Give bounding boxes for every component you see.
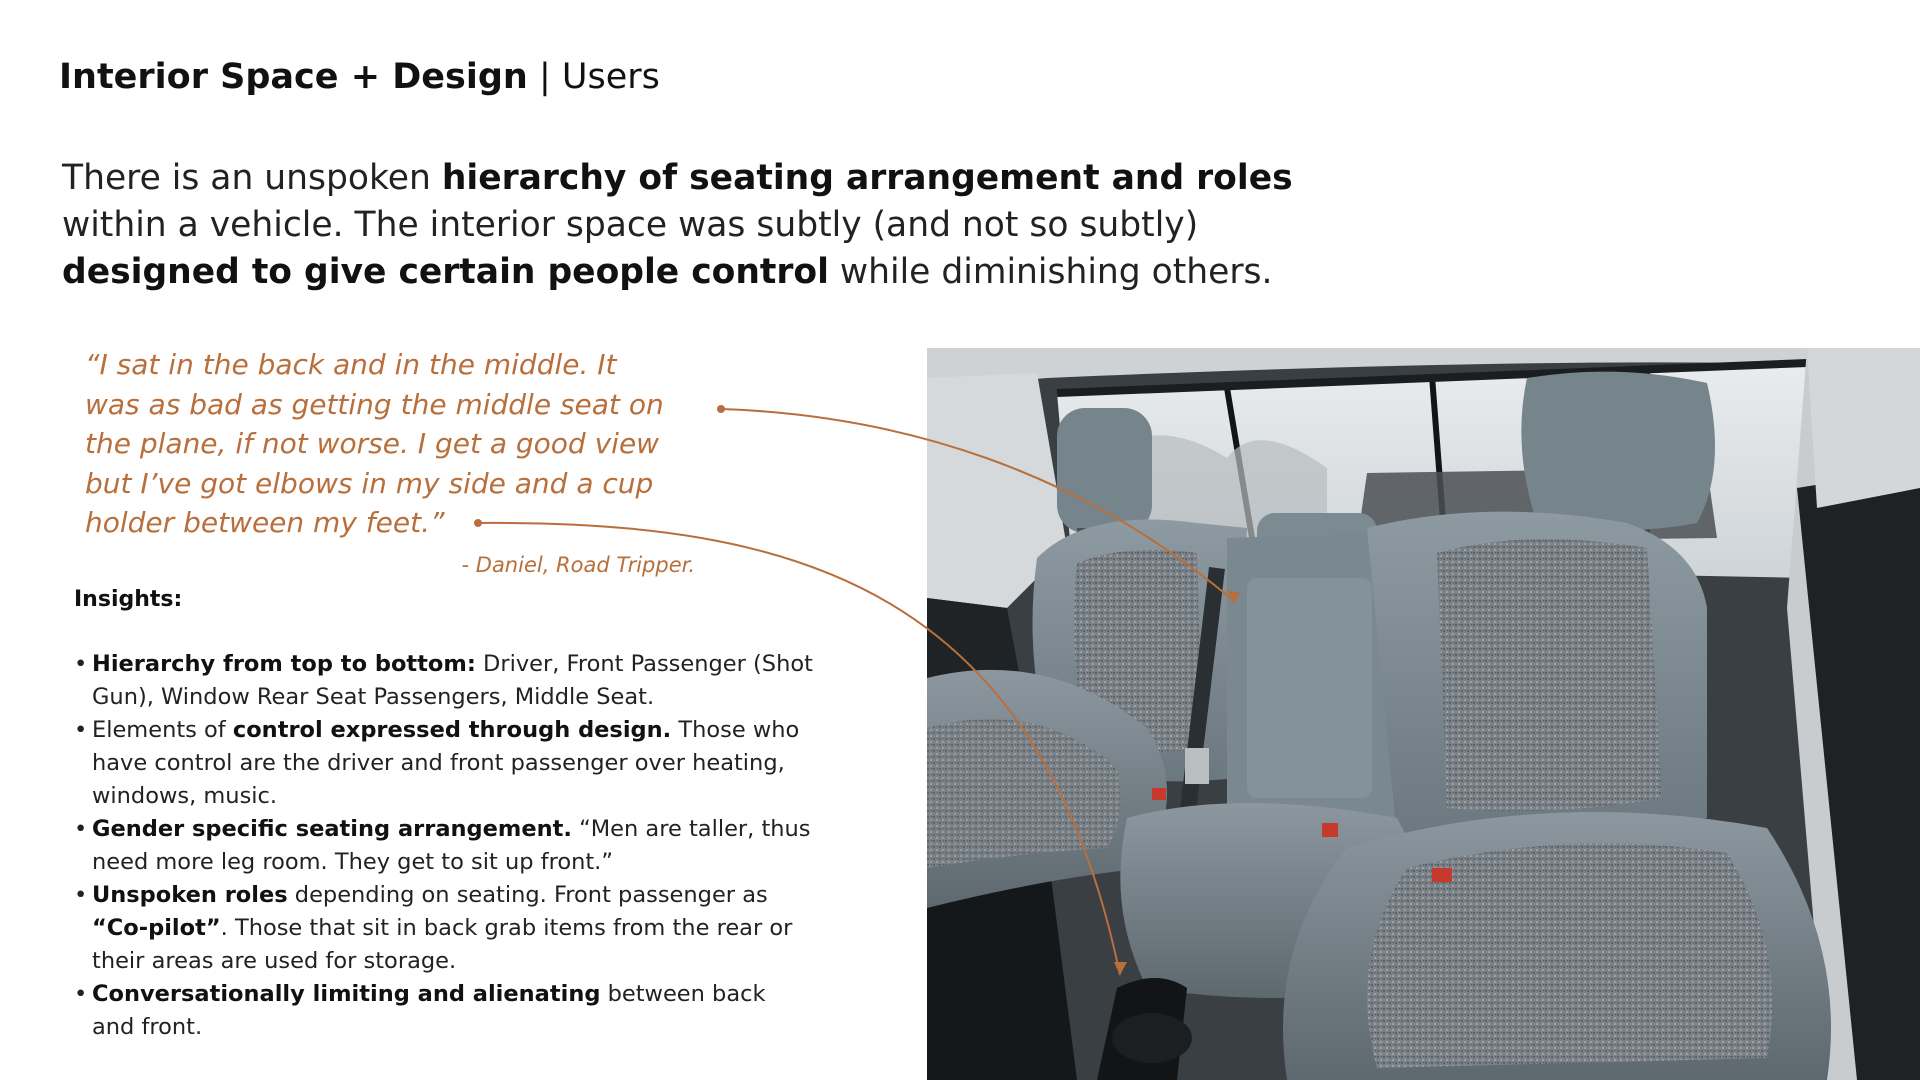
rear-seat-photo	[927, 348, 1920, 1080]
insight-text: between back and front.	[92, 981, 766, 1040]
lead-emphasis-1: hierarchy of seating arrangement and roles	[441, 158, 1293, 198]
insight-bold: Gender specific seating arrangement.	[92, 816, 572, 842]
lead-text-1: There is an unspoken	[62, 158, 442, 198]
insight-item	[74, 714, 814, 813]
rear-seat-illustration	[927, 348, 1920, 1080]
lead-text-2: within a vehicle. The interior space was subtly (and not so subtly)	[62, 205, 1199, 245]
title-section: | Users	[538, 57, 660, 97]
insight-text: . Those that sit in back grab items from the rear or their areas are used for storage.	[92, 915, 793, 974]
insight-bold: Hierarchy from top to bottom:	[92, 651, 476, 677]
quote-line: holder between my feet.”	[85, 506, 445, 539]
insight-text: depending on seating. Front passenger as	[287, 882, 768, 908]
insights-heading: Insights:	[74, 587, 183, 612]
insights-list	[74, 648, 814, 1044]
insight-text: Those who have control are the driver and front passenger over heating, windows, music.	[92, 717, 800, 809]
lead-paragraph	[62, 155, 1312, 296]
quote-line: the plane, if not worse. I get a good view	[85, 427, 660, 460]
insight-item	[74, 648, 814, 714]
title-bold: Interior Space + Design	[59, 57, 528, 97]
insight-text: Driver, Front Passenger (Shot Gun), Window Rear Seat Passengers, Middle Seat.	[92, 651, 813, 710]
insight-bold: Conversationally limiting and alienating	[92, 981, 601, 1007]
insight-bold: “Co-pilot”	[92, 915, 221, 941]
quote-line: was as bad as getting the middle seat on	[85, 387, 664, 421]
quote-line: “I sat in the back and in the middle. It	[85, 348, 617, 381]
insight-item	[74, 813, 814, 879]
quote-line: but I’ve got elbows in my side and a cup	[85, 466, 654, 500]
lead-emphasis-2: designed to give certain people control	[62, 252, 829, 292]
page-title	[59, 52, 660, 102]
insight-bold: control expressed through design.	[232, 717, 672, 743]
quote-attribution: - Daniel, Road Tripper.	[461, 553, 695, 577]
user-quote	[85, 345, 725, 543]
lead-text-3: while diminishing others.	[828, 252, 1273, 292]
insight-item	[74, 978, 814, 1044]
insight-item	[74, 879, 814, 978]
insight-bold: Unspoken roles	[92, 882, 288, 908]
insight-text: “Men are taller, thus need more leg room. They get to sit up front.”	[92, 816, 811, 875]
insight-text: Elements of	[92, 717, 233, 743]
